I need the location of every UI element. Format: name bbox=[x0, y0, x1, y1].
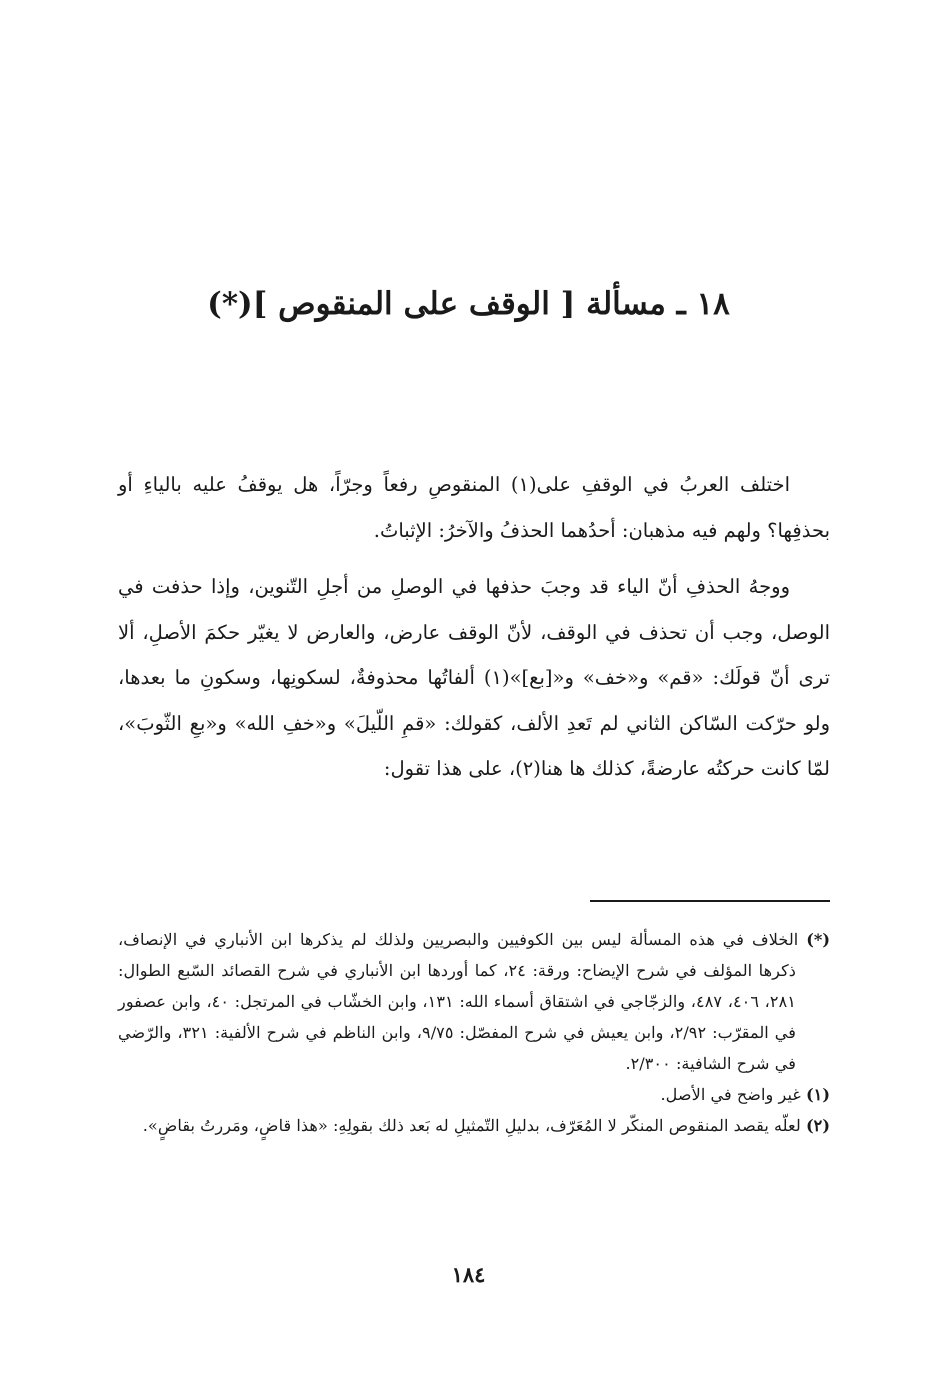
footnote-marker: (١) bbox=[805, 1085, 830, 1104]
footnote-separator bbox=[590, 900, 830, 902]
footnote-text: الخلاف في هذه المسألة ليس بين الكوفيين والبصريين ولذلك لم يذكرها ابن الأنباري في الإنصاف، ذكرها المؤلف في شرح الإيضاح: ورقة: ٢٤، كما أوردها ابن الأنباري في شرح القصائد السّبع الطوال: ٢٨١، ٤٠٦، ٤٨٧، والزجّاجي في اشتقاق أسماء الله: ١٣١، وابن الخشّاب في المرتجل: ٤٠، وابن عصفور في المقرّب: ٢/٩٢، وابن يعيش في شرح المفصّل: ٩/٧٥، وابن الناظم في شرح الألفية: ٣٢١، والرّضي في شرح الشافية: ٢/٣٠٠. bbox=[118, 930, 799, 1073]
main-text bbox=[118, 462, 830, 792]
footnote-text: لعلّه يقصد المنقوص المنكّر لا المُعَرّف، بدليلِ التّمثيلِ له بَعد ذلك بقولِهِ: «هذا قاضٍ، ومَررتُ بقاضٍ». bbox=[142, 1116, 801, 1135]
footnote bbox=[118, 924, 830, 1079]
footnote-marker: (٢) bbox=[805, 1116, 830, 1135]
footnote-text: غير واضح في الأصل. bbox=[660, 1085, 801, 1104]
section-title: ١٨ ـ مسألة [ الوقف على المنقوص ](*) bbox=[207, 286, 730, 322]
paragraph: اختلف العربُ في الوقفِ على(١) المنقوصِ رفعاً وجرّاً، هل يوقفُ عليه بالياءِ أو بحذفِها؟ ولهم فيه مذهبان: أحدُهما الحذفُ والآخرُ: الإثباتُ. bbox=[118, 473, 830, 542]
page-number: ١٨٤ bbox=[451, 1262, 486, 1287]
footnotes bbox=[118, 924, 830, 1141]
footnote-marker: (*) bbox=[806, 930, 830, 949]
footnote bbox=[118, 1110, 830, 1141]
footnote bbox=[118, 1079, 830, 1110]
paragraph: ووجهُ الحذفِ أنّ الياء قد وجبَ حذفها في الوصلِ من أجلِ التّنوين، وإذا حذفت في الوصل، وجب أن تحذف في الوقف، لأنّ الوقف عارض، والعارض لا يغيّر حكمَ الأصلِ، ألا ترى أنّ قولَك: «قم» و«خف» و«[بع]»(١) ألفاتُها محذوفةٌ، لسكونِها، وسكونِ ما بعدها، ولو حرّكت السّاكن الثاني لم تَعدِ الألف، كقولك: «قمِ اللّيلَ» و«خفِ الله» و«بعِ الثّوبَ»، لمّا كانت حركتُه عارضةً، كذلك ها هنا(٢)، على هذا تقول: bbox=[118, 575, 830, 780]
